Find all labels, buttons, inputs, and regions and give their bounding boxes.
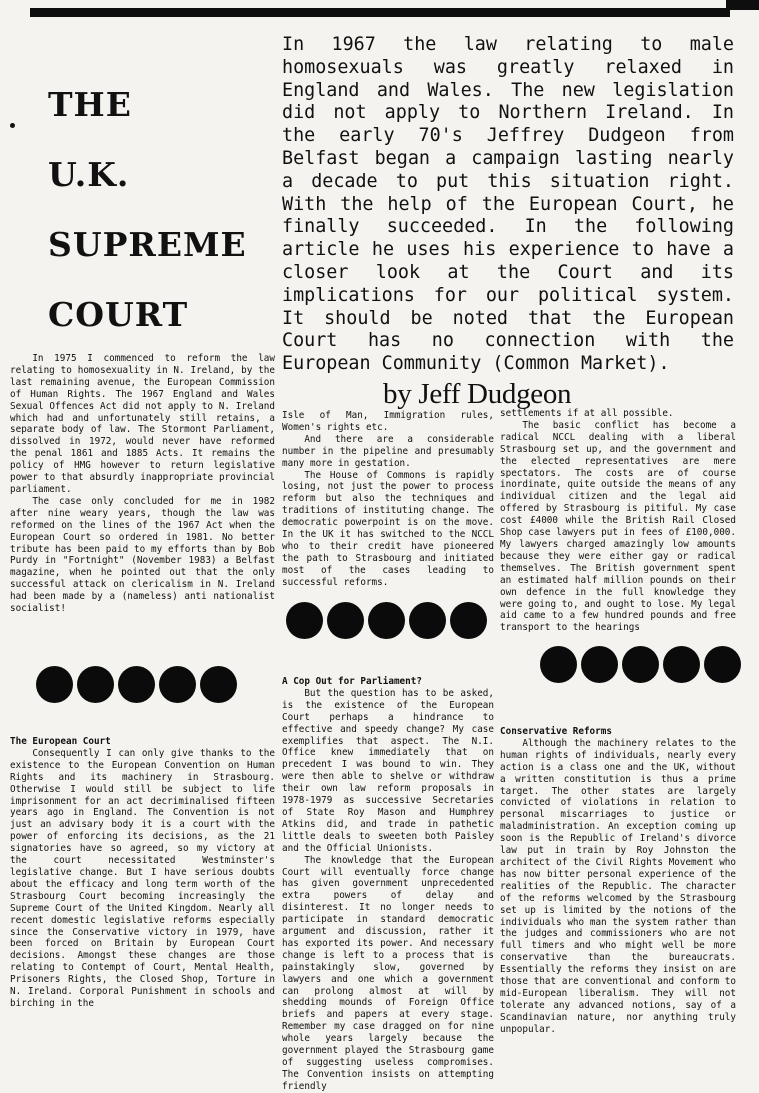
column-3-top [500,408,736,634]
paragraph: settlements if at all possible. [500,408,674,419]
bullet-dot [450,602,487,639]
headline-line-1: THE [48,85,132,124]
column-1-bottom [10,736,275,1030]
bullet-dot [118,666,155,703]
bullet-dot [540,646,577,683]
paragraph: The House of Commons is rapidly losing, not just the power to process reform but also the techniques and traditions of instituting change. The democratic powerpoint is on the move. In the UK it has switched to the NCCL who to their credit have pioneered the path to Strasbourg and initiated most of the cases leading to successful reforms. [282,469,494,588]
top-rule [30,8,730,17]
dot-separator [286,602,487,639]
paragraph: In 1975 I commenced to reform the law relating to homosexuality in N. Ireland, by the last remaining avenue, the European Commission of Human Rights. The 1967 England and Wales Sexual Offences Act did not apply to N. Ireland which had and unfortunately still retains, a separate body of law. The Stormont Parliament, dissolved in 1972, would never have reformed the penal 1861 and 1885 Acts. It remains the policy of HMG however to return legislative power to that absurdly inappropriate provincial parliament. [10,353,275,495]
dot-separator [36,666,237,703]
bullet-dot [622,646,659,683]
margin-dot [10,123,15,128]
headline-line-2: U.K. [48,155,130,194]
paragraph: The knowledge that the European Court will eventually force change has given government unprecedented extra powers of delay and disinterest. It no longer needs to participate in standard democratic argument and discussion, rather it has exported its power. And necessary change is left to a process that is painstakingly slow, governed by lawyers and one which a government can prolong almost at will by shedding mounds of Foreign Office briefs and papers at every stage. Remember my case dragged on for nine whole years largely because the government played the Strasbourg game of suggesting useless compromises. The Convention insists on attempting friendly [282,854,494,1092]
intro-paragraph: In 1967 the law relating to male homosexuals was greatly relaxed in England and Wales. The new legislation did not apply to Northern Ireland. In the early 70's Jeffrey Dudgeon from Belfast began a campaign lasting nearly a decade to put this situation right. With the help of the European Court, he finally succeeded. In the following article he uses his experience to have a closer look at the Court and its implications for our political system. It should be noted that the European Court has no connection with the European Community (Common Market). [282,34,734,375]
paragraph: The case only concluded for me in 1982 after nine weary years, though the law was reformed on the lines of the 1967 Act when the European Court so ordered in 1981. No better tribute has been paid to my efforts than by Bob Purdy in "Fortnight" (November 1983) a Belfast magazine, when he pointed out that the only successful attack on clericalism in N. Ireland had been made by a (nameless) anti nationalist socialist! [10,495,275,615]
bullet-dot [663,646,700,683]
section-heading: The European Court [10,736,111,747]
paragraph: And there are a considerable number in the pipeline and presumably many more in gestation. [282,433,494,469]
column-3-bottom [500,726,736,1035]
column-2-bottom [282,676,494,1092]
section-heading: Conservative Reforms [500,726,612,737]
section-heading: A Cop Out for Parliament? [282,676,422,687]
corner-block [726,0,759,10]
paragraph: Isle of Man, Immigration rules, Women's rights etc. [282,410,494,433]
bullet-dot [704,646,741,683]
headline-line-4: COURT [48,295,189,334]
paragraph: Although the machinery relates to the human rights of individuals, nearly every action is a class one and the UK, without a written constitution is thus a prime target. The other states are largely convicted of violations in relation to personal miscarriages to justice or maladministration. An exception coming up soon is the Republic of Ireland's divorce law put in train by Roy Johnston the architect of the Civil Rights Movement who has now bitter personal experience of the realities of the Republic. The character of the reforms welcomed by the Strasbourg set up is limited by the notions of the individuals who man the system rather than the judges and commissioners who are not full timers and who might well be more conservative than the bureaucrats. Essentially the reforms they insist on are those that are conventional and conform to mid-European liberalism. They will not tolerate any advanced notions, say of a Scandinavian nature, nor anything truly unpopular. [500,737,736,1035]
byline: by Jeff Dudgeon [383,378,572,410]
paragraph: Consequently I can only give thanks to the existence to the European Convention on Human Rights and its machinery in Strasbourg. Otherwise I would still be subject to life imprisonment for an act decriminalised fifteen years ago in England. The Convention is not just an advisary body it is a court with the power of enforcing its decisions, as the 21 signatories have so agreed, so my victory at the court necessitated Westminster's legislative change. But I have serious doubts about the efficacy and long term worth of the Strasbourg Court becoming increasingly the Supreme Court of the United Kingdom. Nearly all recent domestic legislative reforms especially since the Conservative victory in 1979, have been forced on Britain by European Court decisions. Amongst these changes are those relating to Contempt of Court, Mental Health, Prisoners Rights, the Closed Shop, Torture in N. Ireland. Corporal Punishment in schools and birching in the [10,747,275,1009]
headline-line-3: SUPREME [48,225,247,264]
bullet-dot [286,602,323,639]
bullet-dot [368,602,405,639]
bullet-dot [581,646,618,683]
headline [48,70,273,350]
dot-separator [540,646,741,683]
bullet-dot [159,666,196,703]
bullet-dot [77,666,114,703]
column-1-top [10,353,275,615]
bullet-dot [327,602,364,639]
bullet-dot [200,666,237,703]
bullet-dot [409,602,446,639]
bullet-dot [36,666,73,703]
column-2-top [282,410,494,588]
paragraph: The basic conflict has become a radical NCCL dealing with a liberal Strasbourg set up, and the government and the elected representatives are mere spectators. The costs are of course inordinate, quite outside the means of any individual citizen and the legal aid offered by Strasbourg is pitiful. My case cost £4000 while the British Rail Closed Shop case lawyers put in fees of £100,000. My lawyers charged amazingly low amounts because they were either gay or radical themselves. The British government spent an estimated half million pounds on their own defence in the full knowledge they were going to, and ought to lose. My legal aid came to a few hundred pounds and free transport to the hearings [500,419,736,634]
paragraph: But the question has to be asked, is the existence of the European Court perhaps a hindrance to effective and speedy change? My case exemplifies that aspect. The N.I. Office knew immediately that on precedent I was bound to win. They were then able to shelve or withdraw their own law reform proposals in 1978-1979 as successive Secretaries of State Roy Mason and Humphrey Atkins did, and trade in pathetic little deals to sweeten both Paisley and the Official Unionists. [282,687,494,854]
